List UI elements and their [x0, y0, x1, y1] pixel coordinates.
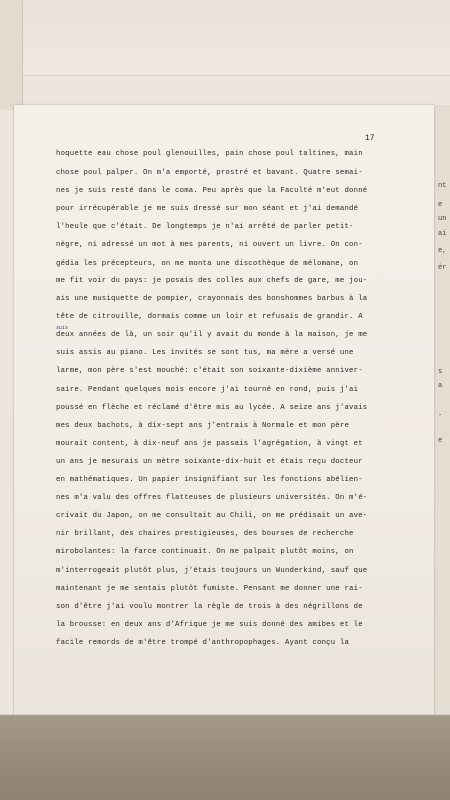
- left-sheet-edge: [0, 0, 23, 110]
- text-line: mirobolantes: la farce continuait. On me palpait plutôt moins, on: [56, 548, 354, 556]
- page-number: 17: [365, 134, 375, 143]
- text-line: nègre, ni adressé un mot à mes parents, ni ouvert un livre. On con-: [56, 241, 363, 249]
- margin-fragment: ér: [438, 264, 447, 272]
- text-line: en mathématiques. Un papier insignifiant sur les fonctions abélien-: [56, 476, 363, 484]
- text-line: me fit voir du pays: je posais des colles aux chefs de gare, me jou-: [56, 277, 368, 285]
- text-line: larme, mon père s'est mouché: c'était son soixante-dixième anniver-: [56, 367, 363, 375]
- margin-fragment: e: [438, 437, 443, 445]
- text-line: nes je suis resté dans le coma. Peu après que la Faculté m'eut donné: [56, 187, 368, 195]
- margin-fragment: ai: [438, 230, 447, 238]
- text-line: pour irrécupérable je me suis dressé sur mon séant et j'ai demandé: [56, 205, 359, 213]
- adjacent-page-strip: [434, 105, 450, 715]
- text-line: ais une musiquette de pompier, crayonnais des bonshommes barbus à la: [56, 295, 368, 303]
- text-line: mourait content, à dix-neuf ans je passais l'agrégation, à vingt et: [56, 440, 363, 448]
- margin-fragment: un: [438, 215, 447, 223]
- text-line: hoquette eau chose poul glenouilles, pain chose poul taltines, main: [56, 150, 363, 158]
- text-line: l'heule que c'était. De longtemps je n'ai arrêté de parler petit-: [56, 223, 354, 231]
- text-line: maintenant je me sentais plutôt fumiste. Pensant me donner une rai-: [56, 585, 363, 593]
- text-line: crivait du Japon, on me consultait au Chili, on me prédisait un ave-: [56, 512, 368, 520]
- text-line: un ans je mesurais un mètre soixante-dix-huit et étais reçu docteur: [56, 458, 363, 466]
- margin-fragment: e,: [438, 247, 447, 255]
- text-line: son d'être j'ai voulu montrer la règle de trois à des négrillons de: [56, 603, 363, 611]
- text-line: la brousse: en deux ans d'Afrique je me suis donné des amibes et le: [56, 621, 363, 629]
- text-line: saire. Pendant quelques mois encore j'ai tourné en rond, puis j'ai: [56, 386, 359, 394]
- text-line: deux années de là, un soir qu'il y avait du monde à la maison, je me: [56, 331, 368, 339]
- text-line: mes deux bachots, à dix-sept ans j'entrais à Normale et mon père: [56, 422, 350, 430]
- text-line: chose poul palper. On m'a emporté, prostré et bavant. Quatre semai-: [56, 169, 363, 177]
- top-sheet-edge: [0, 0, 450, 76]
- text-line: gédia les précepteurs, on me monta une discothèque de mélomane, on: [56, 260, 359, 268]
- text-line: facile remords de m'être trompé d'anthropophages. Ayant conçu la: [56, 639, 350, 647]
- table-surface: [0, 715, 450, 800]
- text-line: nes m'a valu des offres flatteuses de plusieurs universités. On m'é-: [56, 494, 368, 502]
- margin-fragment: e: [438, 201, 443, 209]
- margin-fragment: s: [438, 368, 443, 376]
- text-line: suis assis au piano. Les invités se sont tus, ma mère a versé une: [56, 349, 354, 357]
- text-line: nir brillant, des chaires prestigieuses, des bourses de recherche: [56, 530, 354, 538]
- text-line: m'interrogeait plutôt plus, j'étais toujours un Wunderkind, sauf que: [56, 567, 368, 575]
- margin-fragment: a: [438, 382, 443, 390]
- margin-fragment: nt: [438, 182, 447, 190]
- text-line: poussé en flèche et réclamé d'être mis au lycée. A seize ans j'avais: [56, 404, 368, 412]
- margin-fragment: -: [438, 412, 443, 420]
- typed-page: [14, 105, 434, 715]
- handwritten-correction: suis: [56, 325, 69, 331]
- text-line: tête de citrouille, dormais comme un loir et refusais de grandir. A: [56, 313, 363, 321]
